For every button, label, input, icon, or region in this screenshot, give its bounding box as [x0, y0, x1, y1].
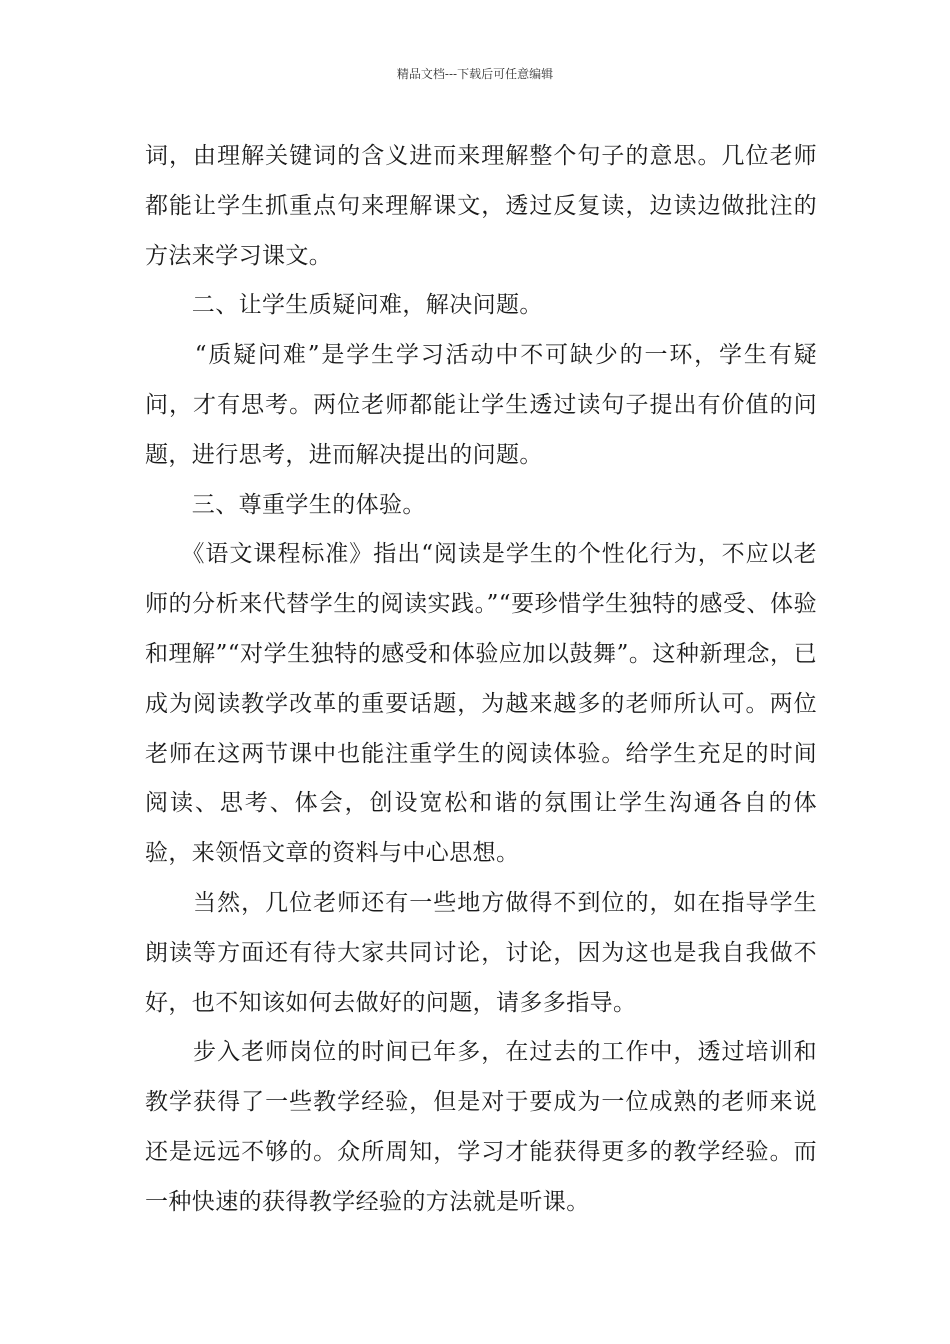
page-header: 精品文档---下载后可任意编辑	[396, 67, 554, 81]
paragraph-shortcomings: 当然，几位老师还有一些地方做得不到位的，如在指导学生朗读等方面还有待大家共同讨论，讨论，因为这也是我自我做不好，也不知该如何去做好的问题，请多多指导。	[145, 889, 817, 1016]
document-body	[145, 132, 817, 1228]
paragraph-experience: 步入老师岗位的时间已年多，在过去的工作中，透过培训和教学获得了一些教学经验，但是对于要成为一位成熟的老师来说还是远远不够的。众所周知，学习才能获得更多的教学经验。而一种快速的获得教学经验的方法就是听课。	[145, 1039, 817, 1215]
paragraph-questioning: “质疑问难”是学生学习活动中不可缺少的一环，学生有疑问，才有思考。两位老师都能让学生透过读句子提出有价值的问题，进行思考，进而解决提出的问题。	[145, 342, 817, 468]
section-heading-2: 二、让学生质疑问难，解决问题。	[145, 292, 543, 319]
paragraph-curriculum-standard: 《语文课程标准》指出“阅读是学生的个性化行为，不应以老师的分析来代替学生的阅读实践。”“要珍惜学生独特的感受、体验和理解”“对学生独特的感受和体验应加以鼓舞”。这种新理念，已成为阅读教学改革的重要话题，为越来越多的老师所认可。两位老师在这两节课中也能注重学生的阅读体验。给学生充足的时间阅读、思考、体会，创设宽松和谐的氛围让学生沟通各自的体验，来领悟文章的资料与中心思想。	[145, 541, 817, 867]
paragraph-continuation: 词，由理解关键词的含义进而来理解整个句子的意思。几位老师都能让学生抓重点句来理解课文，透过反复读，边读边做批注的方法来学习课文。	[145, 143, 817, 269]
section-heading-3: 三、尊重学生的体验。	[145, 491, 426, 518]
